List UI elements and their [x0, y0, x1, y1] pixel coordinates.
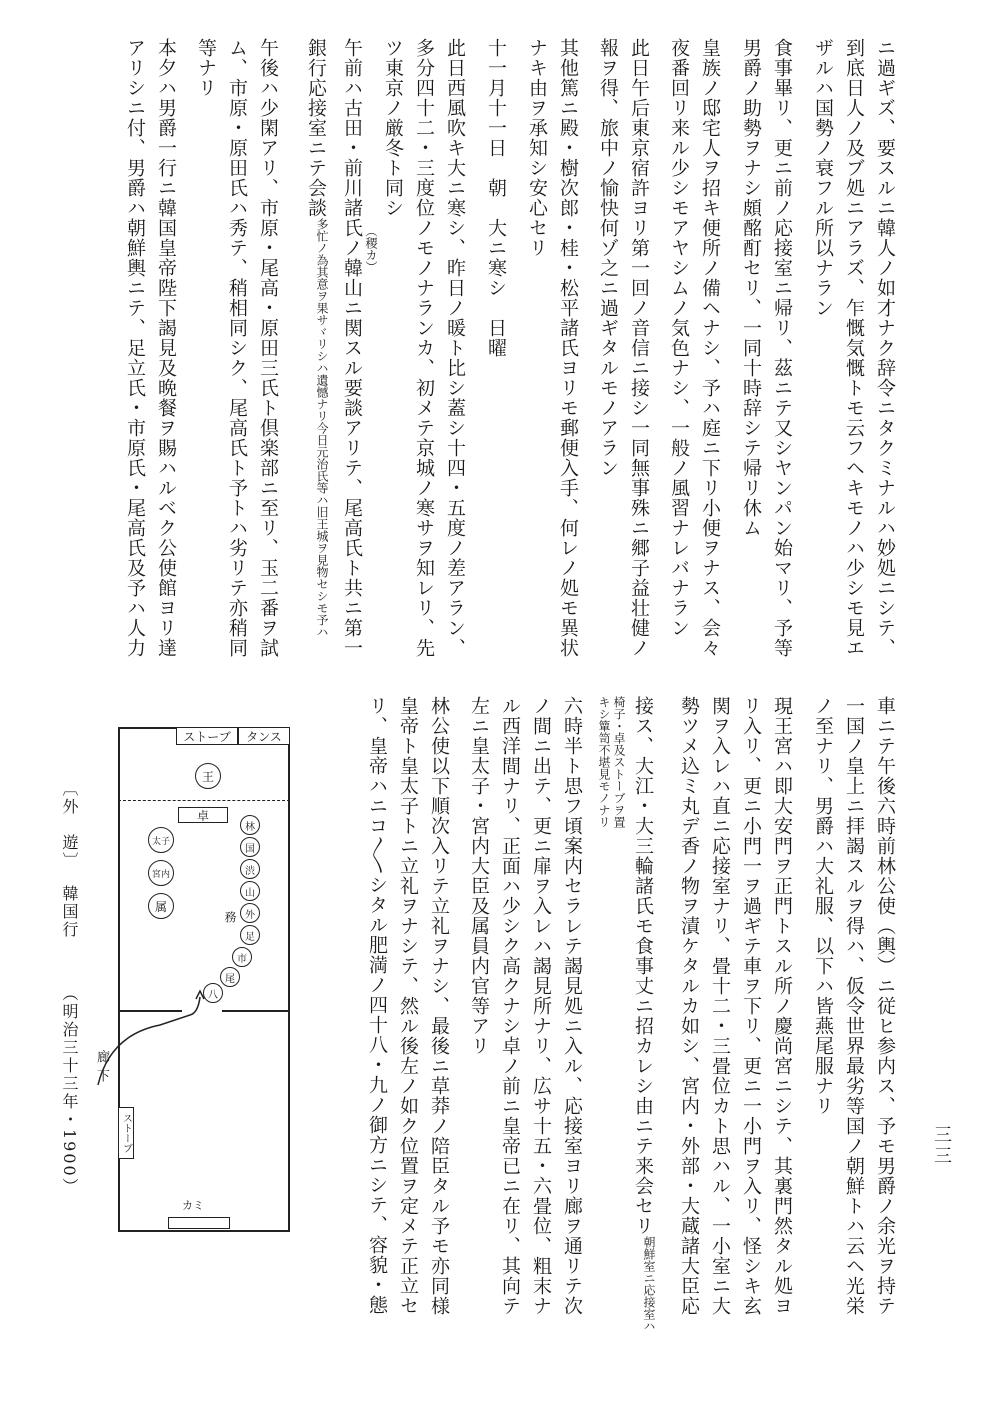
- text-column: [629, 696, 656, 1332]
- entry-path-arrow: [90, 975, 290, 1095]
- inline-note: [641, 1236, 656, 1332]
- attendant-marker: 属: [148, 893, 174, 919]
- inline-note-right: 応接室ハ: [642, 1284, 656, 1332]
- inline-note-left: キシ簞笥不堪見モノナリ: [597, 696, 611, 828]
- text-segment: 銀行応接室ニテ会談: [305, 38, 327, 218]
- emperor-marker: 王: [195, 763, 221, 789]
- text-column: 皇族ノ邸宅人ヲ招キ便所ノ備ヘナシ、予ハ庭ニ下リ小便ヲナス、会々: [699, 38, 721, 658]
- text-column: リ入リ、更ニ小門一ヲ過ギテ車ヲ下リ、更ニ一小門ヲ入リ、怪シキ玄: [740, 696, 762, 1316]
- text-column: 林公使以下順次入リテ立礼ヲナシ、最後ニ草莽ノ陪臣タル予モ亦同様: [428, 696, 450, 1316]
- text-column: 現王宮ハ即大安門ヲ正門トスル所ノ慶尚宮ニシテ、其裏門然タル処ヨ: [771, 696, 793, 1316]
- text-column: 其他篤ニ殿・樹次郎・桂・松平諸氏ヨリモ郵便入手、何レノ処モ異状: [557, 38, 579, 658]
- household-minister-marker: 宮内: [148, 860, 174, 886]
- inline-note-right: 今日元治氏等ハ旧王城ヲ見物セシモ予ハ: [315, 422, 329, 638]
- stove-label: ストーブ: [176, 727, 238, 745]
- inline-note-left: 朝鮮室ニ: [642, 1236, 656, 1284]
- guest-marker: 渋: [240, 859, 260, 879]
- guest-marker: 八: [203, 983, 223, 1003]
- inline-note-right: 椅子・卓及ストーブヲ置: [612, 696, 626, 828]
- text-column: 等ナリ: [195, 38, 217, 98]
- running-footer-section: 〔外 遊〕: [60, 780, 79, 870]
- text-column: 皇帝ト皇太子トニ立礼ヲナシテ、然ル後左ノ如ク位置ヲ定メテ正立セ: [397, 696, 419, 1316]
- text-column: [302, 38, 329, 638]
- text-column: リ、皇帝ハニコ〳〵シタル肥満ノ四十八・九ノ御方ニシテ、容貌・態: [366, 696, 388, 1315]
- text-column: 左ニ皇太子・宮内大臣及属員内官等アリ: [468, 696, 490, 1056]
- inline-note-left: 多忙ノ為其意ヲ果サヾリシハ遺憾ナリ: [315, 218, 329, 422]
- guest-marker: 国: [240, 837, 260, 857]
- text-column: 夜番回リ来ル少シモアヤシムノ気色ナシ、一般ノ風習ナレバナラン: [668, 38, 690, 638]
- text-segment: 接ス、大江・大三輪諸氏モ食事丈ニ招カレシ由ニテ来会セリ: [632, 696, 654, 1236]
- text-column: ノ至ナリ、男爵ハ大礼服、以下ハ皆燕尾服ナリ: [812, 696, 834, 1116]
- side-stove-text: ストーブ: [120, 1113, 132, 1153]
- screen-label: カミ: [182, 1199, 204, 1212]
- text-column: 報ヲ得、旅中ノ愉快何ゾ之ニ過ギタルモノアラン: [597, 38, 619, 478]
- text-column: 到底日人ノ及ブ処ニアラズ、乍慨気慨トモ云フヘキモノハ少シモ見エ: [843, 38, 865, 658]
- screen-bar: [168, 1217, 230, 1229]
- guest-marker: 林: [240, 815, 260, 835]
- text-column: 多分四十二・三度位ノモノナランカ、初メテ京城ノ寒サヲ知レリ、先: [413, 38, 435, 658]
- table-label: 卓: [178, 807, 228, 823]
- audience-room-diagram: [90, 715, 290, 1255]
- side-stove-label: [118, 1107, 134, 1159]
- guest-marker: 足: [240, 925, 260, 945]
- text-column: 本夕ハ男爵一行ニ韓国皇帝陛下謁見及晩餐ヲ賜ハルベク公使館ヨリ達: [155, 38, 177, 658]
- ruby-annotation: （稷カ）: [364, 225, 378, 273]
- crown-prince-marker: 太子: [148, 827, 174, 853]
- text-column: 此日午后東京宿許ヨリ第一回ノ音信ニ接シ一同無事殊ニ郷子益壮健ノ: [628, 38, 650, 658]
- text-column: ノ間ニ出テ、更ニ扉ヲ入レハ謁見所ナリ、広サ十五・六畳位、粗末ナ: [530, 696, 552, 1316]
- guest-marker: 市: [232, 947, 252, 967]
- running-footer-era: （明治三十三年・1900）: [60, 985, 79, 1196]
- text-column: アリシニ付、男爵ハ朝鮮輿ニテ、足立氏・市原氏・尾高氏及予ハ人力: [124, 38, 146, 658]
- foreign-ministry-note: 務: [223, 911, 237, 923]
- text-column: 午後ハ少閑アリ、市原・尾高・原田三氏ト倶楽部ニ至リ、玉二番ヲ試: [257, 38, 279, 658]
- text-column: 勢ツメ込ミ丸デ香ノ物ヲ漬ケタルカ如シ、宮内・外部・大蔵諸大臣応: [678, 696, 700, 1316]
- text-column: ナキ由ヲ承知シ安心セリ: [526, 38, 548, 258]
- text-column: 車ニテ午後六時前林公使（輿）ニ従ヒ参内ス、予モ男爵ノ余光ヲ持テ: [874, 696, 896, 1316]
- text-column: ニ過ギズ、要スルニ韓人ノ如才ナク辞令ニタクミナルハ妙処ニシテ、: [874, 38, 896, 658]
- tansu-label: タンス: [238, 727, 290, 745]
- text-column: ツ東京ノ厳冬ト同シ: [382, 38, 404, 218]
- text-column: 関ヲ入レハ直ニ応接室ナリ、畳十二・三畳位カト思ハル、一小室ニ大: [709, 696, 731, 1316]
- text-column: 六時半ト思フ頃案内セラレテ謁見処ニ入ル、応接室ヨリ廊ヲ通リテ次: [561, 696, 583, 1316]
- text-column: 此日西風吹キ大ニ寒シ、昨日ノ暖ト比シ蓋シ十四・五度ノ差アラン、: [444, 38, 466, 658]
- inline-note: [596, 696, 626, 828]
- text-column: 男爵ノ助勢ヲナシ頗酩酊セリ、一同十時辞シテ帰リ休ム: [740, 38, 762, 538]
- guest-marker: 山: [240, 881, 260, 901]
- inline-note: [314, 218, 329, 638]
- text-column: 一国ノ皇上ニ拝謁スルヲ得ハ、仮令世界最劣等国ノ朝鮮トハ云ヘ光栄: [843, 696, 865, 1316]
- divider-line: [118, 800, 290, 801]
- text-column: ザルハ国勢ノ衰フル所以ナラン: [812, 38, 834, 318]
- guest-marker: 尾: [220, 967, 240, 987]
- page-number: 三三: [931, 1125, 952, 1167]
- text-column: ム、市原・原田氏ハ秀テ、稍相同シク、尾高氏ト予トハ劣リテ亦稍同: [226, 38, 248, 658]
- text-column: 午前ハ古田・前川諸氏ノ韓山ニ関スル要談アリテ、尾高氏ト共ニ第一: [341, 38, 363, 658]
- date-heading: 十一月十一日 朝 大ニ寒シ 日曜: [485, 38, 507, 358]
- running-footer-chapter: 韓国行: [60, 885, 79, 939]
- corridor-label: 廊下: [94, 1050, 109, 1088]
- text-column: ル西洋間ナリ、正面ハ少シク高クナシ卓ノ前ニ皇帝已ニ在リ、其向テ: [499, 696, 521, 1316]
- guest-marker: 外: [240, 903, 260, 923]
- text-column: 食事畢リ、更ニ前ノ応接室ニ帰リ、茲ニテ又シヤンパン始マリ、予等: [771, 38, 793, 658]
